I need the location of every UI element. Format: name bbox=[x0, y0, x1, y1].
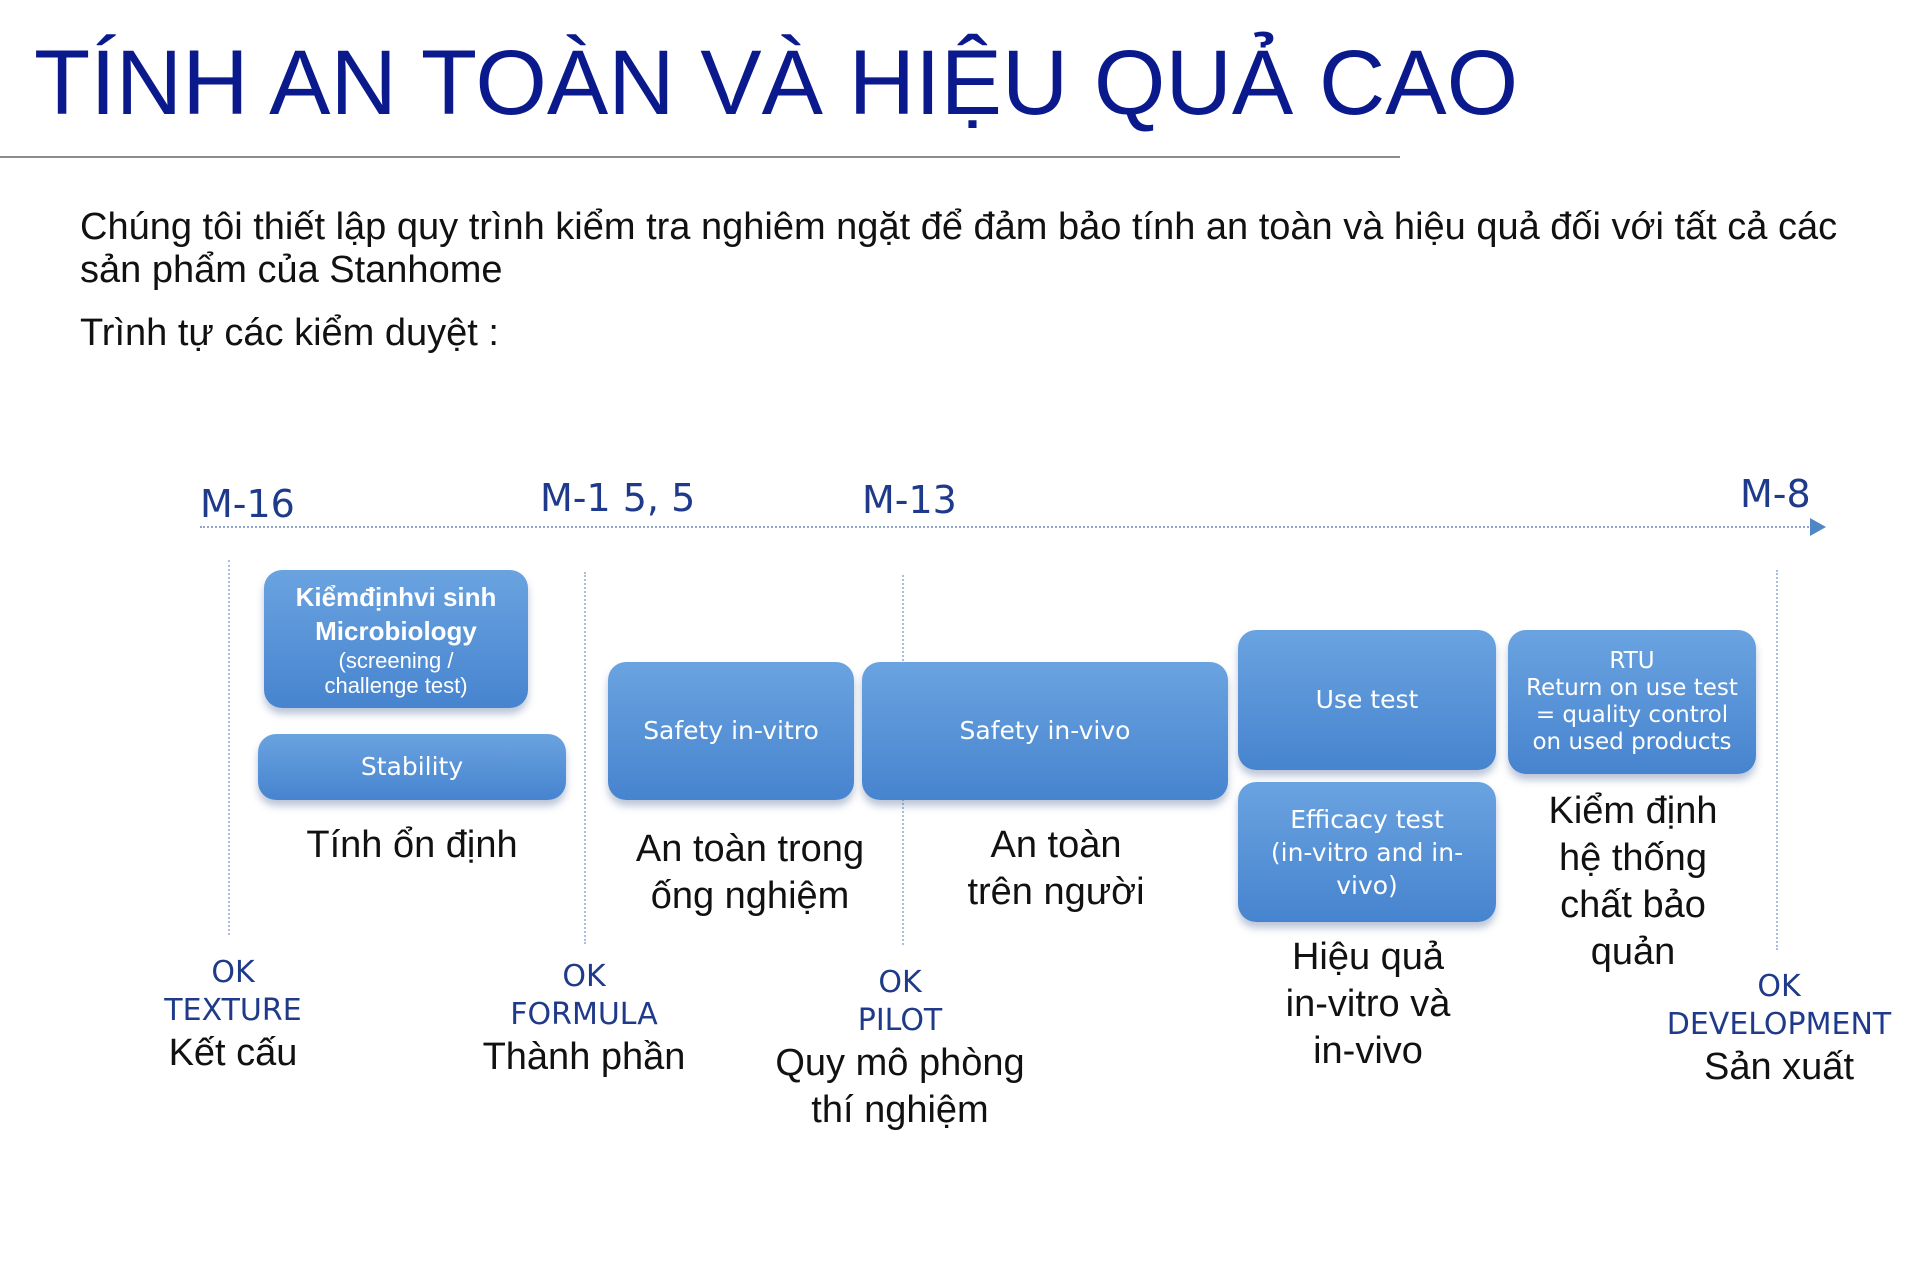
efficacy-line3: vivo) bbox=[1336, 870, 1398, 900]
checkpoint-pilot-label-line2: thí nghiệm bbox=[811, 1089, 989, 1131]
rtu-line4: on used products bbox=[1532, 729, 1732, 755]
microbiology-line3: (screening / bbox=[338, 648, 454, 673]
caption-efficacy-line1: Hiệu quả bbox=[1291, 936, 1445, 978]
checkpoint-texture-label: Kết cấu bbox=[168, 1032, 298, 1074]
checkpoint-formula-code: FORMULA bbox=[510, 997, 658, 1032]
caption-preservation-line4: quản bbox=[1590, 931, 1676, 973]
divider-texture bbox=[228, 560, 230, 935]
milestone-m15-5: M-1 5, 5 bbox=[540, 476, 696, 520]
caption-in-vitro-line1: An toàn trong bbox=[635, 828, 865, 870]
milestone-m16: M-16 bbox=[200, 482, 295, 526]
checkpoint-development bbox=[1654, 968, 1904, 1091]
checkpoint-texture-ok: OK bbox=[211, 955, 255, 990]
checkpoint-development-code: DEVELOPMENT bbox=[1666, 1007, 1892, 1042]
checkpoint-development-ok: OK bbox=[1757, 969, 1801, 1004]
checkpoint-development-label: Sản xuất bbox=[1704, 1046, 1854, 1088]
checkpoint-pilot bbox=[750, 964, 1050, 1134]
checkpoint-pilot-ok: OK bbox=[878, 965, 922, 1000]
microbiology-line2: Microbiology bbox=[315, 616, 477, 646]
checkpoint-formula-label: Thành phần bbox=[482, 1036, 686, 1078]
safety-in-vitro-label: Safety in-vitro bbox=[643, 716, 819, 745]
microbiology-line1: Kiểmđịnhvi sinh bbox=[295, 582, 497, 612]
caption-in-vivo-line2: trên người bbox=[967, 871, 1145, 913]
checkpoint-formula bbox=[464, 958, 704, 1081]
timeline-line bbox=[200, 526, 1820, 528]
safety-in-vivo-label: Safety in-vivo bbox=[959, 716, 1131, 745]
efficacy-test-box bbox=[1238, 782, 1496, 922]
microbiology-box bbox=[264, 570, 528, 708]
checkpoint-formula-ok: OK bbox=[562, 959, 606, 994]
caption-preservation-line2: hệ thống bbox=[1559, 837, 1707, 879]
use-test-box bbox=[1238, 630, 1496, 770]
divider-formula bbox=[584, 572, 586, 944]
caption-in-vivo-line1: An toàn bbox=[990, 824, 1122, 866]
caption-in-vitro-line2: ống nghiệm bbox=[650, 875, 850, 917]
milestone-m13: M-13 bbox=[862, 478, 957, 522]
caption-efficacy-line3: in-vivo bbox=[1313, 1030, 1423, 1072]
safety-in-vivo-box bbox=[862, 662, 1228, 800]
title-divider bbox=[0, 156, 1400, 158]
efficacy-line1: Efficacy test bbox=[1290, 804, 1444, 834]
use-test-label: Use test bbox=[1315, 685, 1419, 714]
caption-efficacy bbox=[1218, 934, 1518, 1075]
rtu-line3: = quality control bbox=[1535, 702, 1729, 728]
checkpoint-texture-code: TEXTURE bbox=[164, 993, 302, 1028]
sequence-label: Trình tự các kiểm duyệt : bbox=[80, 312, 499, 354]
rtu-line1: RTU bbox=[1609, 648, 1655, 674]
intro-text: Chúng tôi thiết lập quy trình kiểm tra nghiêm ngặt để đảm bảo tính an toàn và hiệu quả đối với tất cả các sản phẩm của Stanhome bbox=[80, 206, 1838, 291]
stability-box bbox=[258, 734, 566, 800]
microbiology-line4: challenge test) bbox=[324, 673, 468, 698]
checkpoint-pilot-code: PILOT bbox=[857, 1003, 943, 1038]
rtu-line2: Return on use test bbox=[1526, 675, 1738, 701]
stability-label: Stability bbox=[360, 752, 464, 781]
caption-in-vitro bbox=[600, 826, 900, 920]
caption-in-vivo bbox=[906, 822, 1206, 916]
checkpoint-pilot-label-line1: Quy mô phòng bbox=[775, 1042, 1025, 1084]
caption-preservation-line1: Kiểm định bbox=[1548, 790, 1718, 832]
timeline-arrow-icon bbox=[1810, 518, 1826, 536]
rtu-box bbox=[1508, 630, 1756, 774]
checkpoint-texture bbox=[128, 954, 338, 1077]
milestone-m8: M-8 bbox=[1740, 472, 1811, 516]
safety-in-vitro-box bbox=[608, 662, 854, 800]
caption-stability: Tính ổn định bbox=[306, 824, 518, 866]
page-title: TÍNH AN TOÀN VÀ HIỆU QUẢ CAO bbox=[34, 32, 1519, 134]
caption-preservation bbox=[1488, 788, 1778, 976]
caption-efficacy-line2: in-vitro và bbox=[1285, 983, 1451, 1025]
efficacy-line2: (in-vitro and in- bbox=[1270, 837, 1464, 867]
caption-preservation-line3: chất bảo bbox=[1560, 884, 1706, 926]
